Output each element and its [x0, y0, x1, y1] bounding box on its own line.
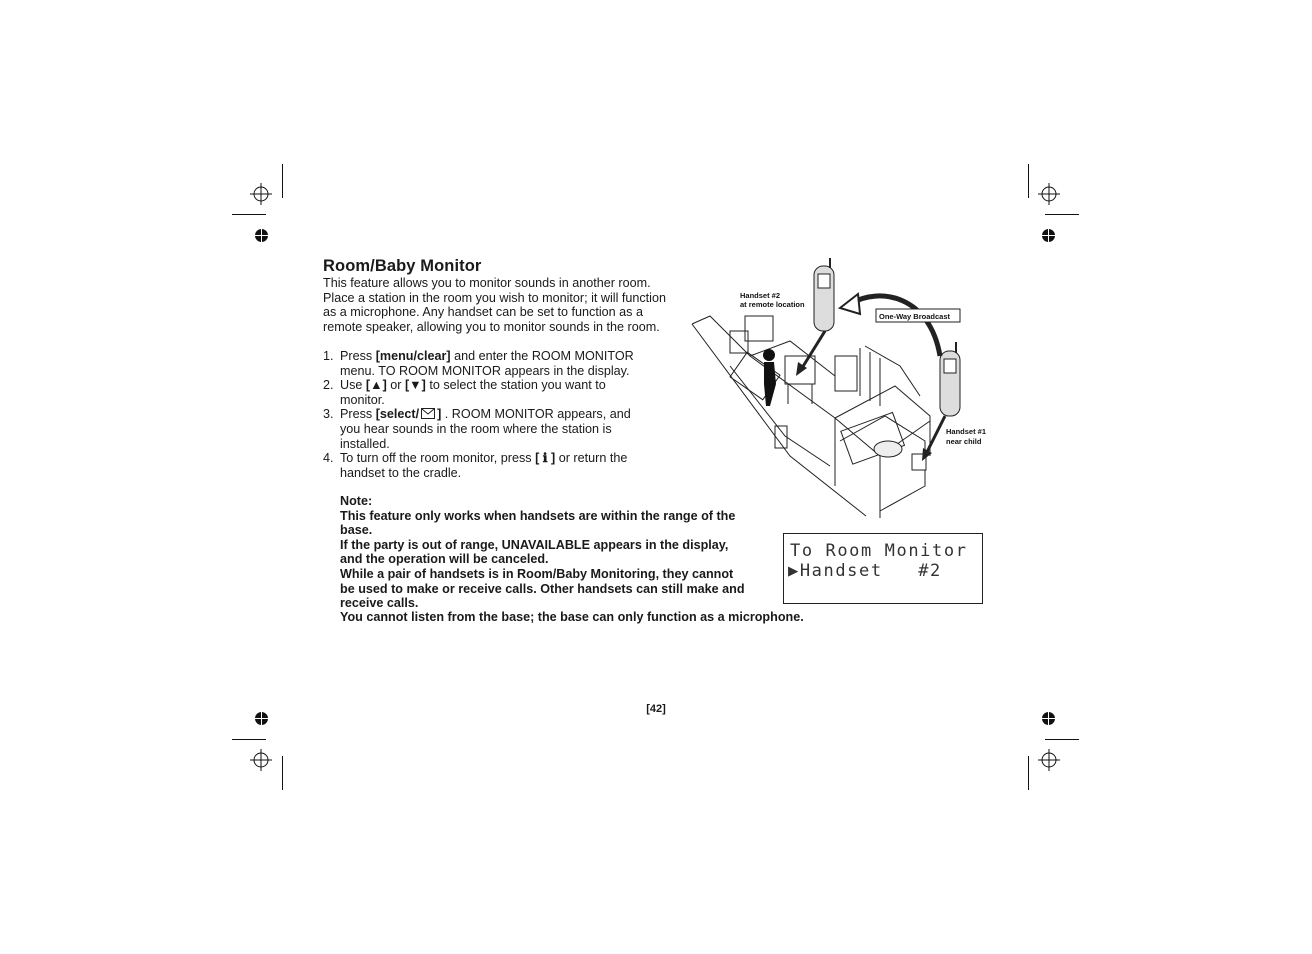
step-text: to select the station you want to monitor.	[340, 378, 606, 407]
envelope-icon	[421, 408, 435, 419]
key-name: [ ℹ ]	[535, 451, 556, 466]
step-text: Press	[340, 407, 376, 422]
step-text: or	[386, 378, 405, 393]
lcd-line-2	[788, 561, 942, 581]
step-text: Use	[340, 378, 366, 393]
crop-mark	[1028, 164, 1029, 198]
illustration-label-child: Handset #1	[946, 427, 986, 436]
page-number: [42]	[646, 703, 666, 715]
key-name: [▼]	[404, 378, 426, 393]
step-text: To turn off the room monitor, press	[340, 451, 536, 466]
registration-mark-icon	[1038, 749, 1060, 771]
lcd-line-2-text: Handset #2	[799, 561, 942, 581]
note-line: While a pair of handsets is in Room/Baby Monitoring, they cannot be used to make or receive calls. Other handsets can still make and receive calls.	[340, 566, 745, 611]
lcd-line-1: To Room Monitor	[790, 541, 968, 561]
registration-dot-icon	[255, 229, 268, 242]
intro-paragraph: This feature allows you to monitor sounds in another room. Place a station in the room you wish to monitor; it will function as a microphone. Any handset can be set to function as a remote speaker, allowing you to monitor sounds in the room.	[323, 276, 666, 334]
list-item	[323, 451, 653, 480]
list-item	[323, 349, 653, 378]
illustration-label-remote: Handset #2	[740, 291, 781, 300]
room-monitor-illustration	[690, 256, 986, 518]
registration-mark-icon	[250, 183, 272, 205]
step-text: and enter the ROOM MONITOR menu. TO ROOM MONITOR appears in the display.	[340, 349, 634, 378]
registration-mark-icon	[1038, 183, 1060, 205]
step-number: 1.	[323, 349, 334, 363]
key-name: [menu/clear]	[375, 349, 451, 363]
list-item	[323, 378, 653, 407]
lcd-display	[783, 533, 983, 604]
illustration-label-child: near child	[946, 437, 982, 446]
key-name: ]	[437, 407, 442, 422]
page-title: Room/Baby Monitor	[323, 257, 482, 275]
registration-mark-icon	[250, 749, 272, 771]
note-line: If the party is out of range, UNAVAILABLE appears in the display, and the operation will be canceled.	[340, 537, 729, 567]
note-label: Note:	[340, 494, 373, 508]
list-item	[323, 407, 653, 451]
steps-list	[323, 349, 653, 480]
illustration-label-broadcast: One-Way Broadcast	[879, 312, 950, 321]
crop-mark	[282, 164, 283, 198]
step-text: or return the handset to the cradle.	[340, 451, 628, 480]
crop-mark	[1045, 214, 1079, 215]
note-line: This feature only works when handsets are within the range of the base.	[340, 508, 736, 538]
step-number: 2.	[323, 378, 334, 393]
key-name: [select/	[375, 407, 420, 422]
step-number: 3.	[323, 407, 334, 422]
step-text: . ROOM MONITOR appears, and you hear sounds in the room where the station is installed.	[340, 407, 631, 451]
crop-mark	[1028, 756, 1029, 790]
lcd-cursor-icon: ▶	[788, 561, 800, 581]
crop-mark	[282, 756, 283, 790]
note-line: You cannot listen from the base; the base can only function as a microphone.	[340, 610, 804, 624]
crop-mark	[232, 214, 266, 215]
step-text: Press	[340, 349, 376, 363]
registration-dot-icon	[1042, 229, 1055, 242]
step-number: 4.	[323, 451, 334, 466]
crop-mark	[1045, 739, 1079, 740]
key-name: [▲]	[365, 378, 387, 393]
crop-mark	[232, 739, 266, 740]
illustration-label-remote: at remote location	[740, 300, 805, 309]
